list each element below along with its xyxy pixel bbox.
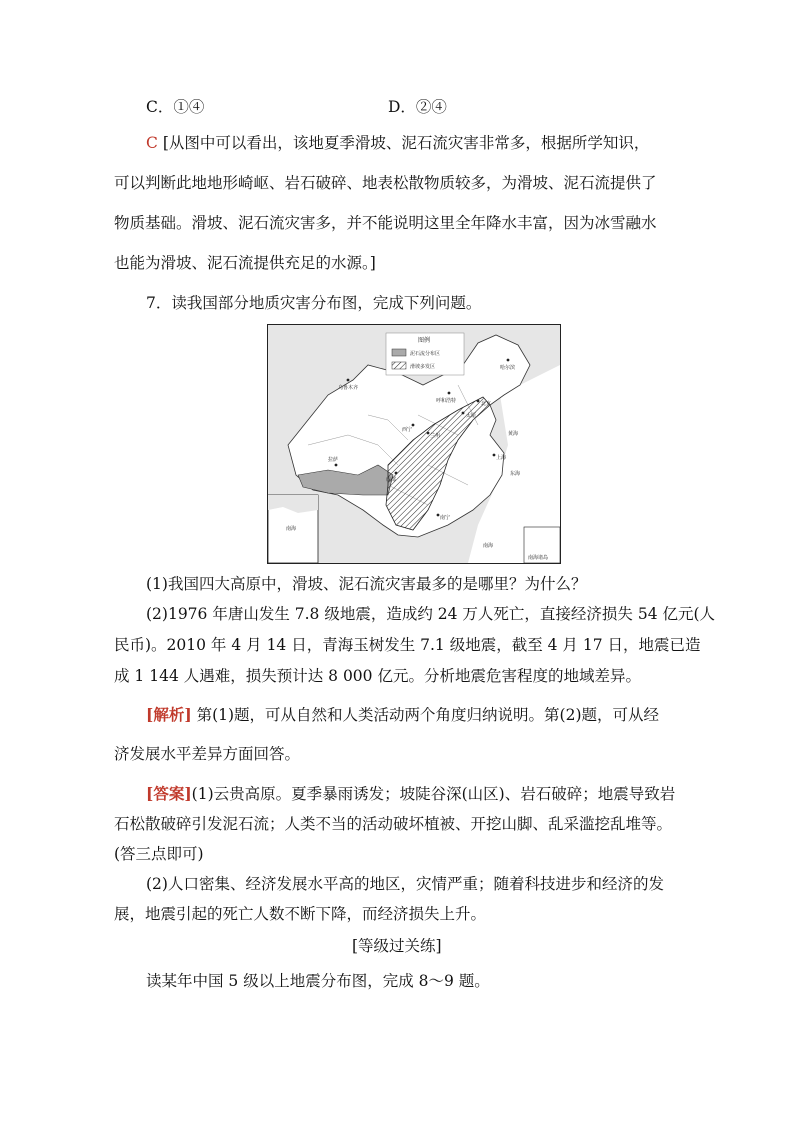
label-taiyuan: 太原 xyxy=(466,413,477,419)
label-beijing: 北京 xyxy=(481,401,492,407)
label-east-sea: 东海 xyxy=(510,471,521,477)
answer6-line1 xyxy=(146,132,649,154)
answer6-line3: 物质基础。滑坡、泥石流灾害多，并不能说明这里全年降水丰富，因为冰雪融水 xyxy=(114,214,657,232)
label-hohhot: 呼和浩特 xyxy=(436,398,457,404)
disaster-distribution-map xyxy=(267,324,561,564)
label-south-sea-islands: 南海诸岛 xyxy=(528,555,549,561)
option-d: D．②④ xyxy=(388,98,447,116)
label-south-sea-inset: 南海 xyxy=(286,526,297,532)
legend-title: 图例 xyxy=(418,337,431,344)
label-urumqi: 乌鲁木齐 xyxy=(338,385,359,391)
q7-sub2-line1: (2)1976 年唐山发生 7.8 级地震，造成约 24 万人死亡，直接经济损失 54 亿元(人 xyxy=(146,605,716,623)
q7-sub1: (1)我国四大高原中，滑坡、泥石流灾害最多的是哪里？为什么？ xyxy=(146,575,587,593)
answer7-text1: (1)云贵高原。夏季暴雨诱发；坡陡谷深(山区)、岩石破碎；地震导致岩 xyxy=(191,785,676,803)
label-lhasa: 拉萨 xyxy=(328,457,339,463)
answer6-letter: C xyxy=(146,134,158,152)
label-lanzhou: 兰州 xyxy=(430,433,441,439)
section-title: [等级过关练] xyxy=(352,937,442,955)
answer6-line4: 也能为滑坡、泥石流提供充足的水源。] xyxy=(114,254,376,272)
answer7-line3: (答三点即可) xyxy=(114,845,204,863)
legend-debris-flow: 泥石流分布区 xyxy=(410,351,441,357)
question7-stem: 7．读我国部分地质灾害分布图，完成下列问题。 xyxy=(146,294,482,312)
answer7-tag: [答案] xyxy=(146,784,192,803)
label-yellow-sea: 黄海 xyxy=(508,431,519,437)
legend-landslide: 滑坡多发区 xyxy=(410,364,436,370)
label-chengdu: 成都 xyxy=(386,477,397,483)
answer6-line2: 可以判断此地地形崎岖、岩石破碎、地表松散物质较多，为滑坡、泥石流提供了 xyxy=(114,174,657,192)
label-shanghai: 上海 xyxy=(496,455,507,461)
answer7-line1 xyxy=(146,783,675,805)
label-nanning: 南宁 xyxy=(440,515,451,521)
analysis-tag: [解析] xyxy=(146,705,192,724)
label-south-sea: 南海 xyxy=(483,543,494,549)
option-c: C．①④ xyxy=(146,98,205,116)
answer6-text1: [从图中可以看出，该地夏季滑坡、泥石流灾害非常多，根据所学知识， xyxy=(162,134,650,152)
analysis-line2: 济发展水平差异方面回答。 xyxy=(114,745,301,763)
question8-stem: 读某年中国 5 级以上地震分布图，完成 8～9 题。 xyxy=(146,972,490,990)
answer7-line4: (2)人口密集、经济发展水平高的地区，灾情严重；随着科技进步和经济的发 xyxy=(146,875,664,893)
analysis-text1: 第(1)题，可从自然和人类活动两个角度归纳说明。第(2)题，可从经 xyxy=(191,706,660,724)
label-harbin: 哈尔滨 xyxy=(500,365,516,371)
analysis-line1 xyxy=(146,704,659,726)
label-xining: 西宁 xyxy=(402,427,413,433)
answer7-line2: 石松散破碎引发泥石流；人类不当的活动破坏植被、开挖山脚、乱采滥挖乱堆等。 xyxy=(114,815,673,833)
q7-sub2-line2: 民币)。2010 年 4 月 14 日，青海玉树发生 7.1 级地震，截至 4 月 17 日，地震已造 xyxy=(114,636,701,654)
q7-sub2-line3: 成 1 144 人遇难，损失预计达 8 000 亿元。分析地震危害程度的地域差异。 xyxy=(114,667,641,685)
answer7-line5: 展，地震引起的死亡人数不断下降，而经济损失上升。 xyxy=(114,905,487,923)
